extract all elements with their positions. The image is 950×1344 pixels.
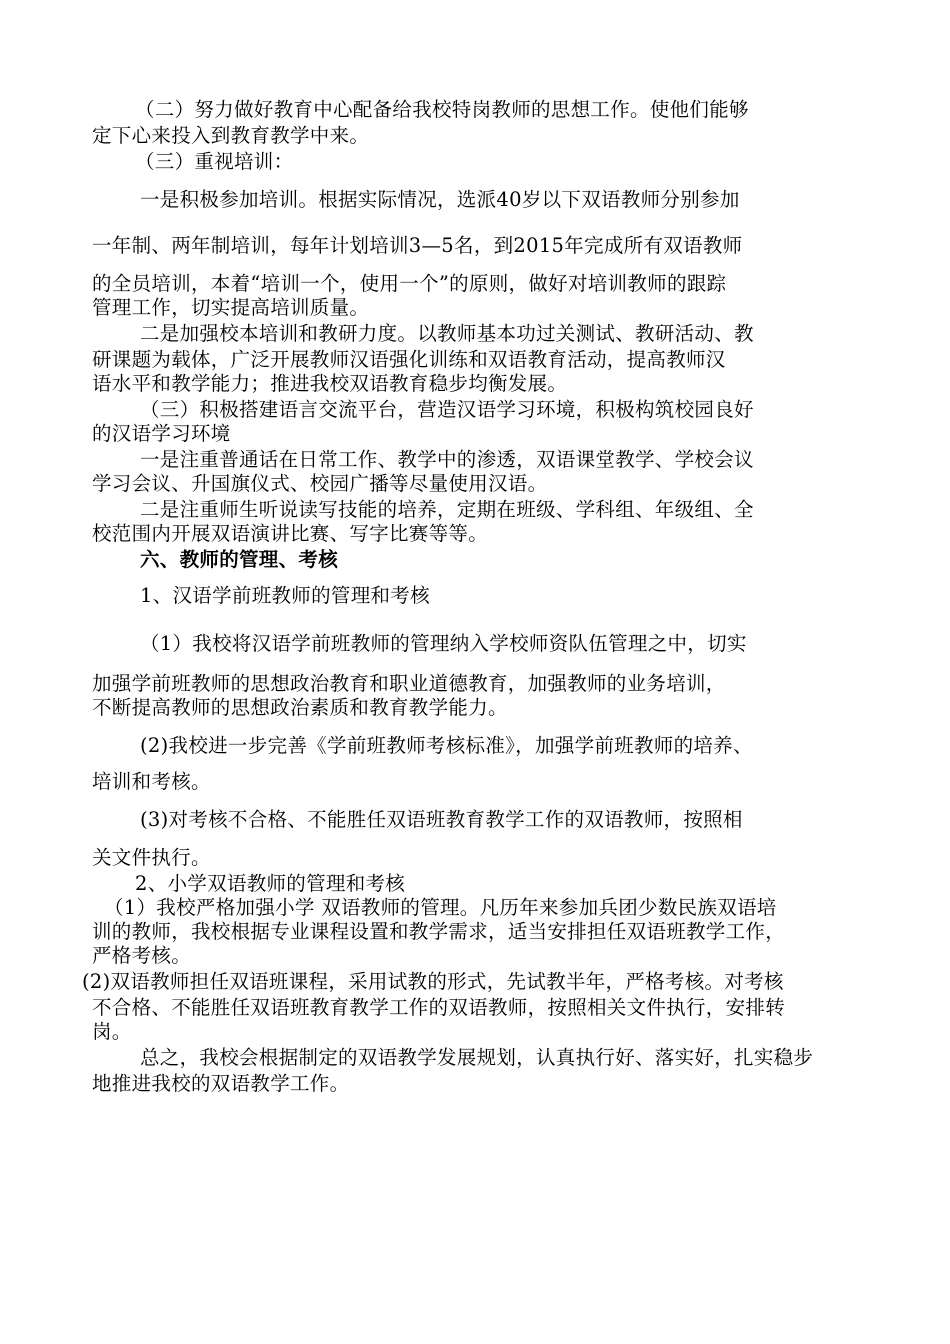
paragraph-line: (3)对考核不合格、不能胜任双语班教育教学工作的双语教师，按照相 [140,808,743,831]
paragraph-line: 语水平和教学能力；推进我校双语教育稳步均衡发展。 [92,372,568,395]
paragraph-line: 严格考核。 [92,944,192,967]
paragraph-line: 训的教师，我校根据专业课程设置和教学需求，适当安排担任双语班教学工作， [92,920,786,943]
paragraph-line: （1）我校严格加强小学 双语教师的管理。凡历年来参加兵团少数民族双语培 [104,896,777,919]
paragraph-line: 二是注重师生听说读写技能的培养，定期在班级、学科组、年级组、全 [140,498,754,521]
paragraph-line: 一年制、两年制培训，每年计划培训3—5名，到2015年完成所有双语教师 [92,234,743,257]
paragraph-line: 的汉语学习环境 [92,422,231,445]
paragraph-line: (2)我校进一步完善《学前班教师考核标准》，加强学前班教师的培养、 [140,734,753,757]
paragraph-line: 一是积极参加培训。根据实际情况，选派40岁以下双语教师分别参加 [140,188,740,211]
paragraph-line: (2)双语教师担任双语班课程，采用试教的形式，先试教半年，严格考核。对考核 [82,970,784,993]
paragraph-line: 学习会议、升国旗仪式、校园广播等尽量使用汉语。 [92,472,548,495]
paragraph-line: 一是注重普通话在日常工作、教学中的渗透，双语课堂教学、学校会议 [140,448,754,471]
paragraph-line: 二是加强校本培训和教研力度。以教师基本功过关测试、教研活动、教 [140,322,754,345]
paragraph-line: 培训和考核。 [92,770,211,793]
paragraph-line: 加强学前班教师的思想政治教育和职业道德教育，加强教师的业务培训， [92,672,726,695]
paragraph-line: 管理工作，切实提高培训质量。 [92,296,370,319]
paragraph-line: （二）努力做好教育中心配备给我校特岗教师的思想工作。使他们能够 [135,98,749,121]
paragraph-line: 关文件执行。 [92,846,211,869]
paragraph-line: （三）积极搭建语言交流平台，营造汉语学习环境，积极构筑校园良好 [140,398,754,421]
paragraph-line: 研课题为载体，广泛开展教师汉语强化训练和双语教育活动，提高教师汉 [92,348,726,371]
paragraph-line: 校范围内开展双语演讲比赛、写字比赛等等。 [92,522,489,545]
paragraph-line: 的全员培训，本着“培训一个，使用一个”的原则，做好对培训教师的跟踪 [92,272,727,295]
section-heading: （三）重视培训： [135,150,294,173]
paragraph-line: 不断提高教师的思想政治素质和教育教学能力。 [92,696,508,719]
paragraph-line: 总之，我校会根据制定的双语教学发展规划，认真执行好、落实好，扎实稳步 [140,1046,814,1069]
subsection-heading: 2、小学双语教师的管理和考核 [135,872,406,895]
section-heading: 六、教师的管理、考核 [140,548,339,571]
subsection-heading: 1、汉语学前班教师的管理和考核 [140,584,430,607]
paragraph-line: （1）我校将汉语学前班教师的管理纳入学校师资队伍管理之中，切实 [140,632,747,655]
paragraph-line: 定下心来投入到教育教学中来。 [92,124,370,147]
paragraph-line: 地推进我校的双语教学工作。 [92,1072,350,1095]
paragraph-line: 岗。 [92,1020,132,1043]
paragraph-line: 不合格、不能胜任双语班教育教学工作的双语教师，按照相关文件执行，安排转 [92,996,786,1019]
